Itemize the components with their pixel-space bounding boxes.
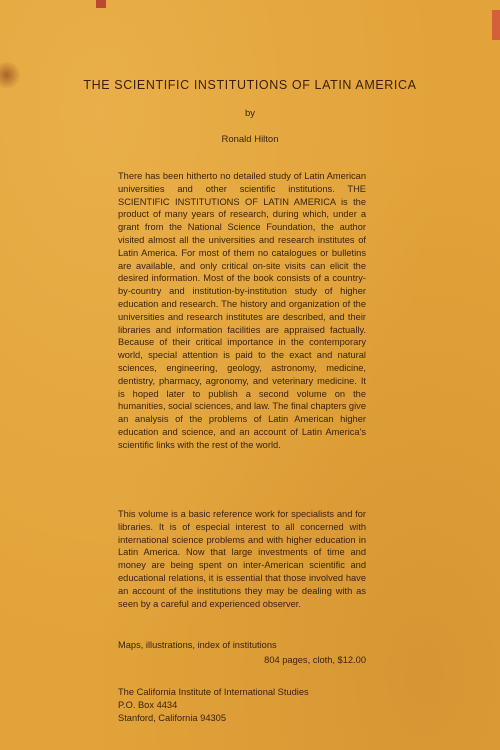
publisher-po-box: P.O. Box 4434 — [118, 699, 178, 710]
audience-paragraph: This volume is a basic reference work for specialists and for libraries. It is of especial interest to all concerned with international science problems and with higher education in Latin America. Now that large investments of time and money are being spent on inter-American scientific and educational relations, it is essential that those involved have an account of the institutions they may be dealing with as seen by a careful and experienced observer. — [118, 509, 366, 609]
publisher-name: The California Institute of International Studies — [118, 687, 309, 697]
cover-blemish — [96, 0, 106, 8]
pages-price-line: 804 pages, cloth, $12.00 — [264, 655, 366, 665]
cover-blemish — [492, 10, 500, 40]
features-line: Maps, illustrations, index of institutions — [118, 640, 277, 650]
author-name: Ronald Hilton — [221, 134, 279, 145]
publisher-address — [118, 686, 309, 724]
book-title: THE SCIENTIFIC INSTITUTIONS OF LATIN AMERICA — [83, 78, 417, 92]
description-paragraph: There has been hitherto no detailed study of Latin American universities and other scientific institutions. THE SCIENTIFIC INSTITUTIONS OF LATIN AMERICA is the product of many years of research, during which, under a grant from the National Science Foundation, the author visited almost all the universities and research institutes of Latin America. For most of them no catalogues or bulletins are available, and only critical on-site visits can elicit the desired information. Most of the book consists of a country-by-country and institution-by-institution study of higher education and research. The history and organization of the universities and research institutes are described, and their libraries and information facilities are appraised factually. Because of their critical importance in the contemporary world, special attention is paid to the exact and natural sciences, engineering, geology, astronomy, medicine, dentistry, pharmacy, agronomy, and veterinary medicine. It is hoped later to publish a second volume on the humanities, social sciences, and law. The final chapters give an analysis of the problems of Latin American higher education and science, and an account of Latin America's scientific links with the rest of the world. — [118, 171, 366, 450]
by-line: by — [244, 108, 256, 119]
publisher-city: Stanford, California 94305 — [118, 712, 227, 723]
